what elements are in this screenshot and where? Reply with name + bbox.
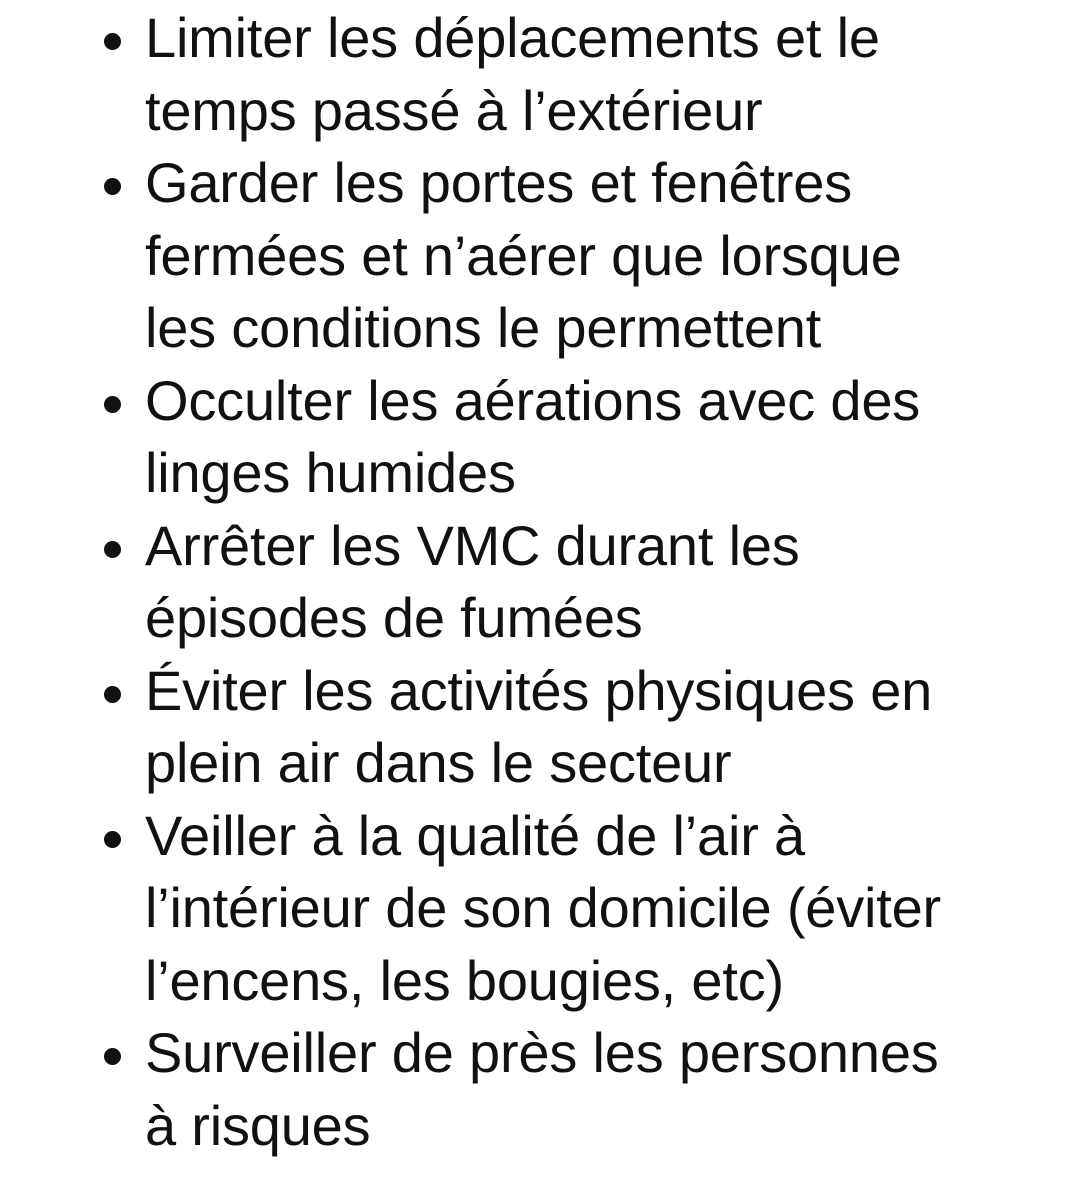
bullet-icon bbox=[104, 396, 121, 413]
item-text-line: Occulter les aérations avec des bbox=[145, 368, 921, 432]
item-text-line: fermées et n’aérer que lorsque bbox=[145, 223, 902, 287]
item-text-line: Surveiller de près les personnes bbox=[145, 1021, 939, 1084]
recommendations-list bbox=[0, 2, 1080, 1162]
list-item-limit-travel bbox=[0, 2, 1080, 147]
item-text-line: l’intérieur de son domicile (éviter bbox=[145, 876, 942, 939]
bullet-icon bbox=[104, 686, 121, 703]
item-text-line: l’encens, les bougies, etc) bbox=[145, 948, 784, 1012]
item-text-line: Éviter les activités physiques en bbox=[145, 658, 933, 722]
item-text-line: linges humides bbox=[145, 441, 516, 504]
bullet-icon bbox=[104, 33, 121, 50]
list-item-stop-ventilation bbox=[0, 510, 1080, 655]
item-text-line: Veiller à la qualité de l’air à bbox=[145, 803, 805, 867]
bullet-icon bbox=[104, 178, 121, 195]
bullet-icon bbox=[104, 1048, 121, 1065]
bullet-icon bbox=[104, 831, 121, 848]
item-text-line: Limiter les déplacements et le bbox=[145, 6, 880, 69]
item-text-line: Arrêter les VMC durant les bbox=[145, 513, 800, 577]
item-text-line: temps passé à l’extérieur bbox=[145, 78, 763, 142]
item-text-line: épisodes de fumées bbox=[145, 586, 643, 649]
list-item-keep-windows-closed bbox=[0, 147, 1080, 365]
item-text-line: plein air dans le secteur bbox=[145, 731, 732, 794]
item-text-line: les conditions le permettent bbox=[145, 296, 822, 359]
bullet-icon bbox=[104, 541, 121, 558]
list-item-avoid-outdoor-activity bbox=[0, 655, 1080, 800]
item-text-line: à risques bbox=[145, 1093, 371, 1157]
list-item-monitor-at-risk bbox=[0, 1017, 1080, 1162]
item-text-line: Garder les portes et fenêtres bbox=[145, 151, 852, 214]
list-item-indoor-air-quality bbox=[0, 800, 1080, 1018]
list-item-cover-vents bbox=[0, 365, 1080, 510]
